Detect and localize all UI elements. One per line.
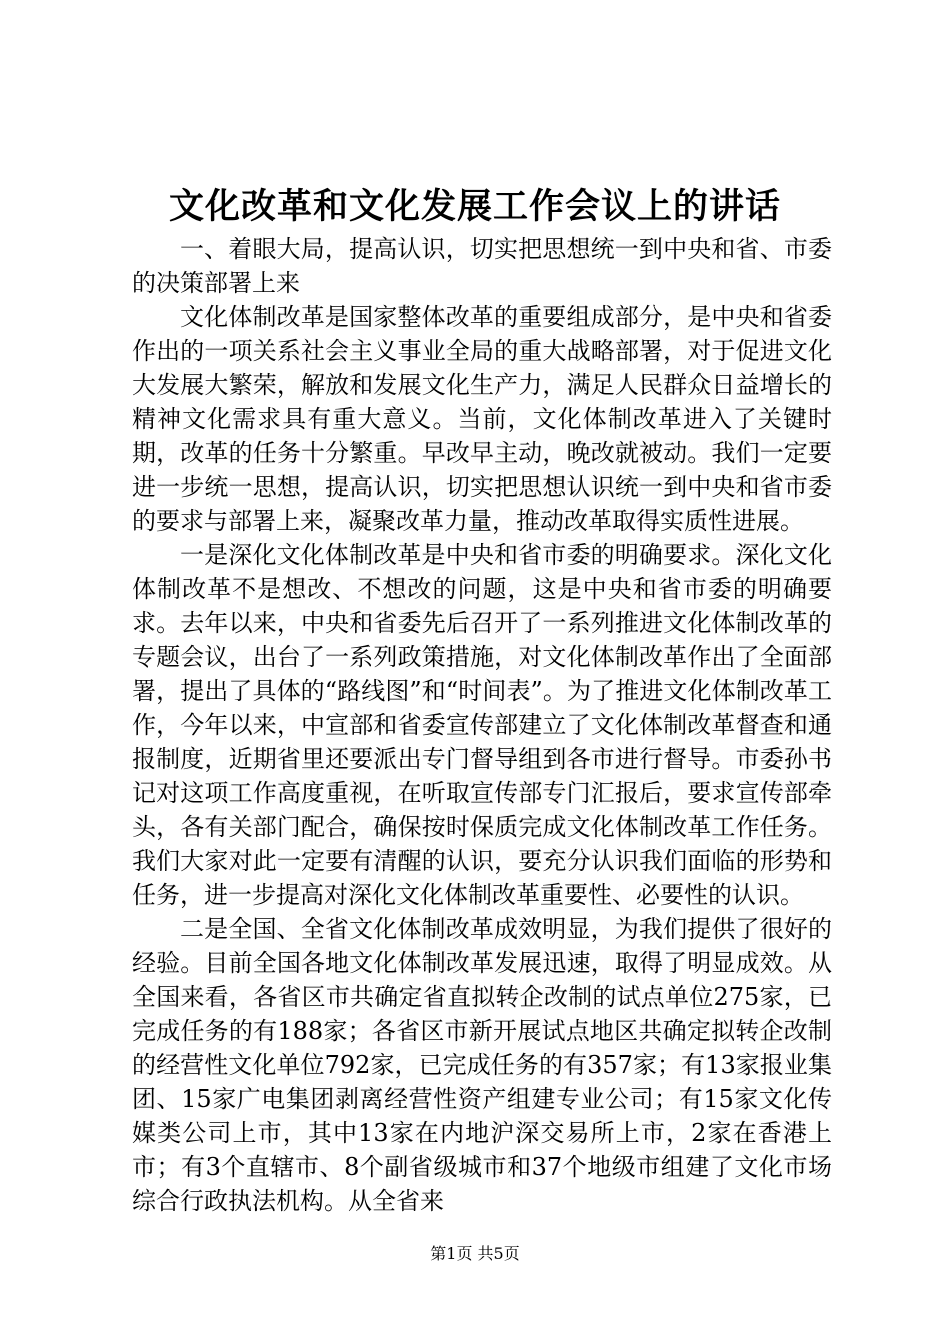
body-paragraph: 一是深化文化体制改革是中央和省市委的明确要求。深化文化体制改革不是想改、不想改的问题，这是中央和省市委的明确要求。去年以来，中央和省委先后召开了一系列推进文化体制改革的专题会议，出台了一系列政策措施，对文化体制改革作出了全面部署，提出了具体的“路线图”和“时间表”。为了推进文化体制改革工作，今年以来，中宣部和省委宣传部建立了文化体制改革督查和通报制度，近期省里还要派出专门督导组到各市进行督导。市委孙书记对这项工作高度重视，在听取宣传部专门汇报后，要求宣传部牵头，各有关部门配合，确保按时保质完成文化体制改革工作任务。我们大家对此一定要有清醒的认识，要充分认识我们面临的形势和任务，进一步提高对深化文化体制改革重要性、必要性的认识。 xyxy=(132,541,832,909)
document-body xyxy=(132,232,832,1218)
page-number-footer: 第1页 共5页 xyxy=(430,1244,520,1263)
document-title: 文化改革和文化发展工作会议上的讲话 xyxy=(168,186,781,227)
section-heading: 一、着眼大局，提高认识，切实把思想统一到中央和省、市委的决策部署上来 xyxy=(132,235,832,297)
body-paragraph: 文化体制改革是国家整体改革的重要组成部分，是中央和省委作出的一项关系社会主义事业全局的重大战略部署，对于促进文化大发展大繁荣，解放和发展文化生产力，满足人民群众日益增长的精神文化需求具有重大意义。当前，文化体制改革进入了关键时期，改革的任务十分繁重。早改早主动，晚改就被动。我们一定要进一步统一思想，提高认识，切实把思想认识统一到中央和省市委的要求与部署上来，凝聚改革力量，推动改革取得实质性进展。 xyxy=(132,303,832,535)
body-paragraph: 二是全国、全省文化体制改革成效明显，为我们提供了很好的经验。目前全国各地文化体制改革发展迅速，取得了明显成效。从全国来看，各省区市共确定省直拟转企改制的试点单位275家，已完成任务的有188家；各省区市新开展试点地区共确定拟转企改制的经营性文化单位792家，已完成任务的有357家；有13家报业集团、15家广电集团剥离经营性资产组建专业公司；有15家文化传媒类公司上市，其中13家在内地沪深交易所上市，2家在香港上市；有3个直辖市、8个副省级城市和37个地级市组建了文化市场综合行政执法机构。从全省来 xyxy=(132,915,832,1215)
